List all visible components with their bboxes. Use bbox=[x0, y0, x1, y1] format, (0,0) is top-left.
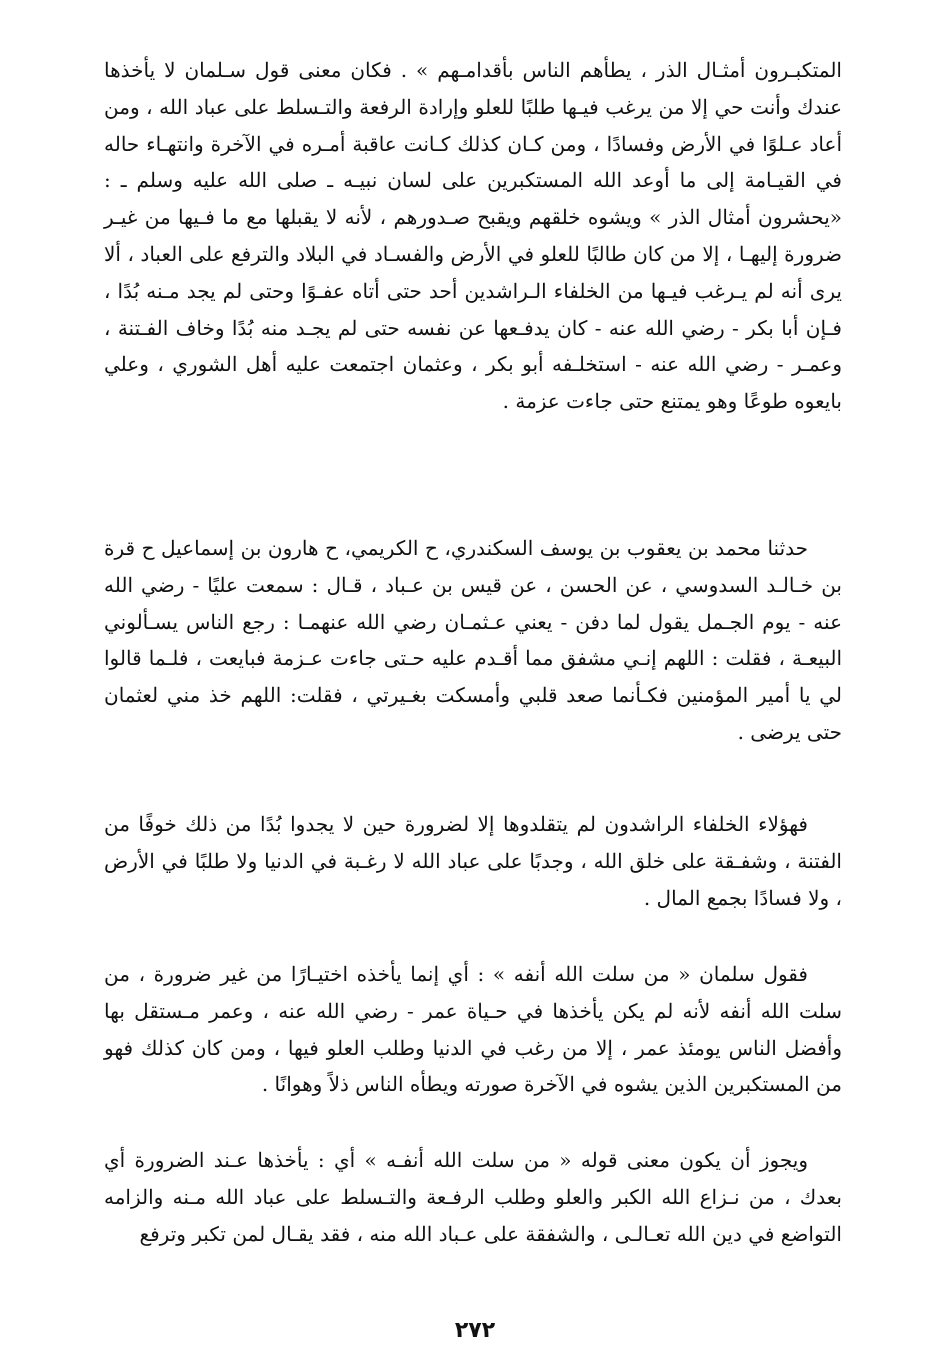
paragraph-block-2 bbox=[104, 530, 842, 751]
page-number: ٢٧٢ bbox=[454, 1318, 496, 1343]
paragraph-block-3 bbox=[104, 806, 842, 916]
paragraph: المتكبـرون أمثـال الذر ، يطأهم الناس بأقدامـهم » . فكان معنى قول سـلمان لا يأخذها عندك وأنت حي إلا من يرغب فيـها طلبًا للعلو وإرادة الرفعة والتـسلط على عباد الله ، ومن أعاد عـلوًا في الأرض وفسادًا ، ومن كـان كذلك كـانت عاقبة أمـره في الآخرة وانتهـاء حاله في القيـامة إلى ما أوعد الله المستكبرين على لسان نبيـه ـ صلى الله عليه وسلم ـ : «يحشرون أمثال الذر » ويشوه خلقهم ويقبح صـدورهم ، لأنه لا يقبلها مع ما فـيها من غيـر ضرورة إليهـا ، إلا من كان طالبًا للعلو في الأرض والفسـاد في البلاد والترفع على العباد ، ألا يرى أنه لم يـرغب فيـها من الخلفاء الـراشدين أحد حتى أتاه عفـوًا وحتى لم يجد مـنه بُدًا ، فـإن أبا بكر - رضي الله عنه - كان يدفـعها عن نفسه حتى لم يجـد منه بُدًا وخاف الفـتنة ، وعمـر - رضي الله عنه - استخلـفه أبو بكر ، وعثمان اجتمعت عليه أهل الشوري ، وعلي بايعوه طوعًا وهو يمتنع حتى جاءت عزمة . bbox=[104, 58, 842, 414]
paragraph-block-5 bbox=[104, 1142, 842, 1252]
paragraph-block-4 bbox=[104, 956, 842, 1103]
paragraph: فهؤلاء الخلفاء الراشدون لم يتقلدوها إلا لضرورة حين لا يجدوا بُدًا من ذلك خوفًا من الفتنة ، وشفـقة على خلق الله ، وجدبًا على عباد الله لا رغـبة في الدنيا ولا طلبًا في الأرض ، ولا فسادًا بجمع المال . bbox=[104, 812, 842, 910]
paragraph-block-1 bbox=[104, 52, 842, 420]
paragraph: ويجوز أن يكون معنى قوله « من سلت الله أنفـه » أي : يأخذها عـند الضرورة أي بعدك ، من نـزاع الله الكبر والعلو وطلب الرفـعة والتـسلط على عباد الله مـنه والزامه التواضع في دين الله تعـالـى ، والشفقة على عـباد الله منه ، فقد يقـال لمن تكبر وترفع bbox=[104, 1148, 842, 1246]
paragraph: فقول سلمان « من سلت الله أنفه » : أي إنما يأخذه اختيـارًا من غير ضرورة ، من سلت الله أنفه لأنه لم يكن يأخذها في حـياة عمر - رضي الله عنه ، وعمر مـستقل بها وأفضل الناس يومئذ عمر ، إلا من رغب في الدنيا وطلب العلو فيها ، ومن كان كذلك فهو من المستكبرين الذين يشوه في الآخرة صورته ويطأه الناس ذلاً وهوانًا . bbox=[104, 962, 842, 1097]
paragraph: حدثنا محمد بن يعقوب بن يوسف السكندري، ح الكريمي، ح هارون بن إسماعيل ح قرة بن خـالـد السدوسي ، عن الحسن ، عن قيس بن عـباد ، قـال : سمعت عليًا - رضي الله عنه - يوم الجـمل يقول لما دفن - يعني عـثمـان رضي الله عنهمـا : رجع الناس يسـألوني البيعـة ، فقلت : اللهم إنـي مشفق مما أقـدم عليه حـتى جاءت عـزمة فبايعت ، فلـما قالوا لي يا أمير المؤمنين فكـأنما صعد قلبي وأمسكت بغـيرتي ، فقلت: اللهم خذ مني لعثمان حتى يرضى . bbox=[104, 536, 842, 744]
